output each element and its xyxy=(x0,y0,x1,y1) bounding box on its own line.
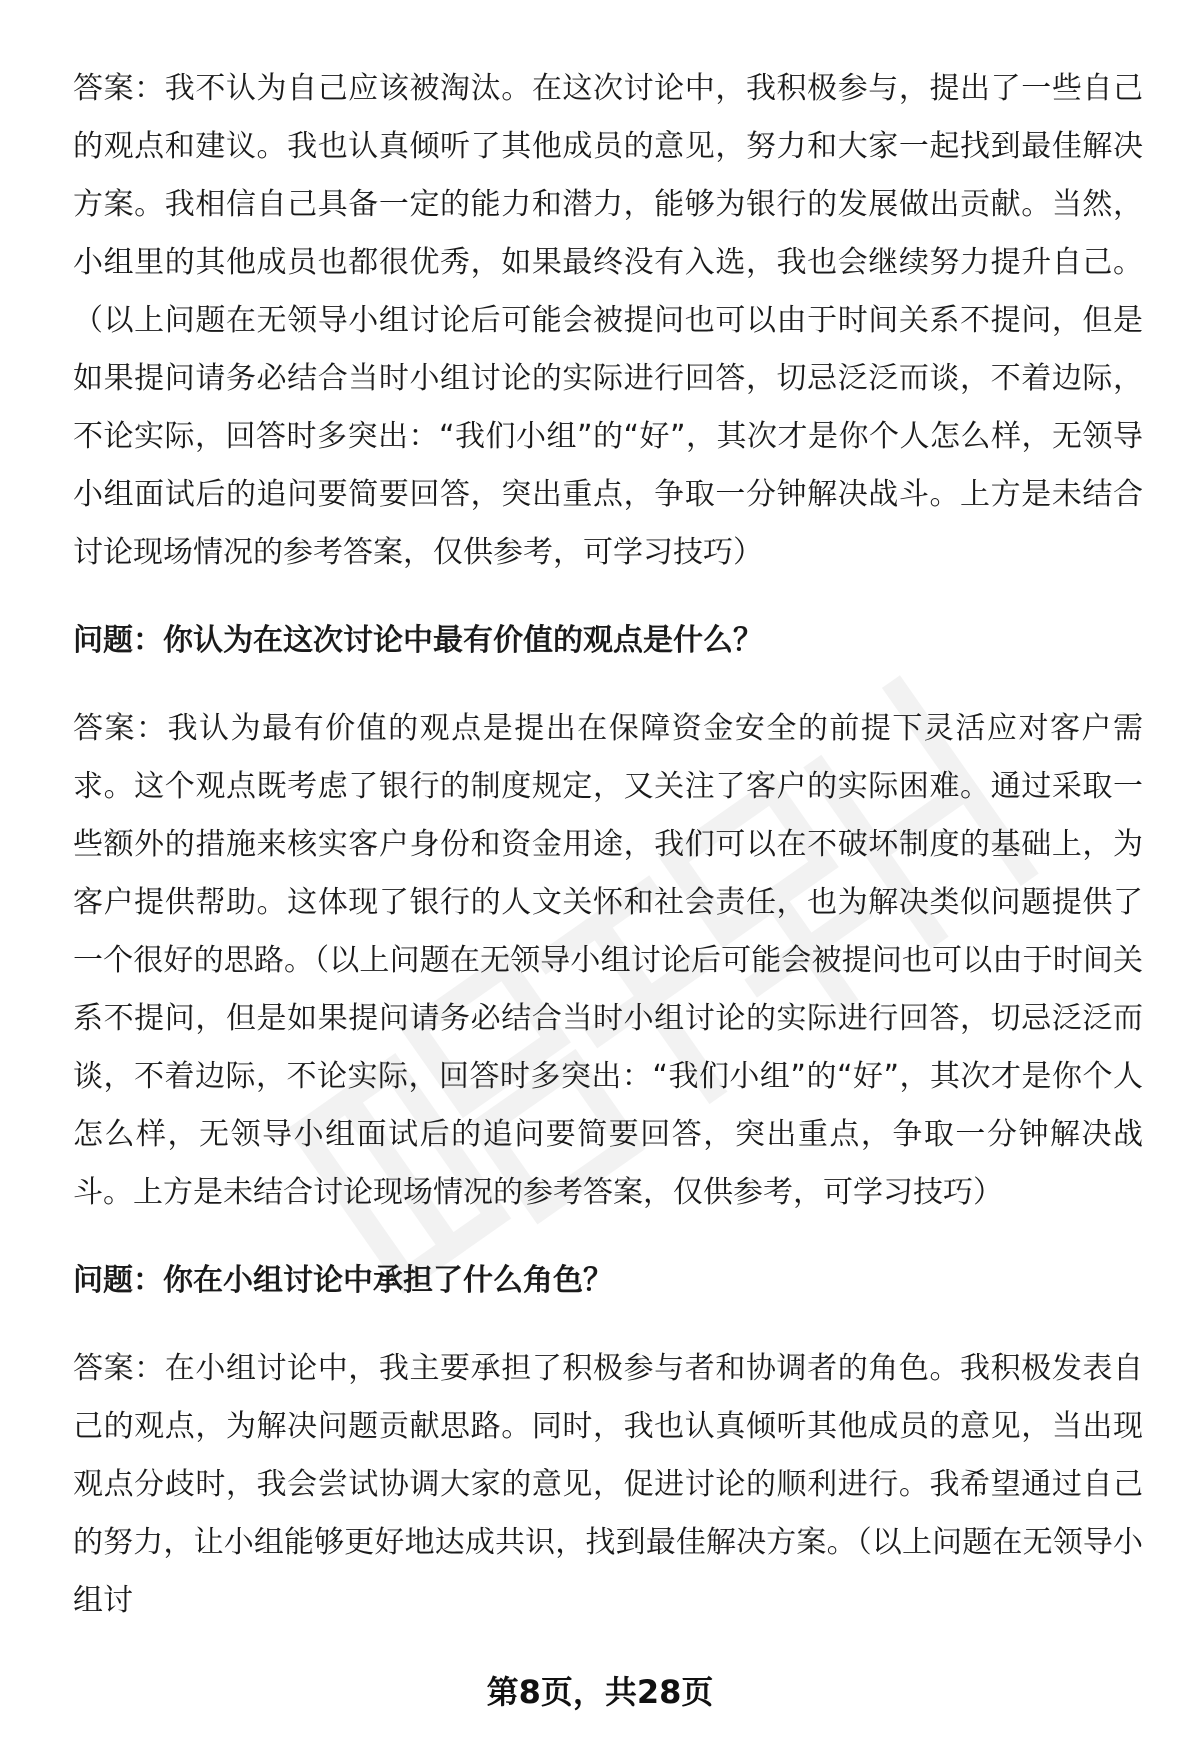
answer-paragraph-3: 答案：在小组讨论中，我主要承担了积极参与者和协调者的角色。我积极发表自己的观点，为解决问题贡献思路。同时，我也认真倾听其他成员的意见，当出现观点分歧时，我会尝试协调大家的意见，促进讨论的顺利进行。我希望通过自己的努力，让小组能够更好地达成共识，找到最佳解决方案。（以上问题在无领导小组讨 xyxy=(73,1351,1143,1618)
document-body xyxy=(73,60,1143,1630)
question-heading-2: 问题：你在小组讨论中承担了什么角色？ xyxy=(73,1263,613,1298)
answer-paragraph-2: 答案：我认为最有价值的观点是提出在保障资金安全的前提下灵活应对客户需求。这个观点既考虑了银行的制度规定，又关注了客户的实际困难。通过采取一些额外的措施来核实客户身份和资金用途，我们可以在不破坏制度的基础上，为客户提供帮助。这体现了银行的人文关怀和社会责任，也为解决类似问题提供了一个很好的思路。（以上问题在无领导小组讨论后可能会被提问也可以由于时间关系不提问，但是如果提问请务必结合当时小组讨论的实际进行回答，切忌泛泛而谈，不着边际，不论实际，回答时多突出：“我们小组”的“好”，其次才是你个人怎么样，无领导小组面试后的追问要简要回答，突出重点，争取一分钟解决战斗。上方是未结合讨论现场情况的参考答案，仅供参考，可学习技巧） xyxy=(73,711,1143,1210)
answer-paragraph-1: 答案：我不认为自己应该被淘汰。在这次讨论中，我积极参与，提出了一些自己的观点和建议。我也认真倾听了其他成员的意见，努力和大家一起找到最佳解决方案。我相信自己具备一定的能力和潜力，能够为银行的发展做出贡献。当然，小组里的其他成员也都很优秀，如果最终没有入选，我也会继续努力提升自己。（以上问题在无领导小组讨论后可能会被提问也可以由于时间关系不提问，但是如果提问请务必结合当时小组讨论的实际进行回答，切忌泛泛而谈，不着边际，不论实际，回答时多突出：“我们小组”的“好”，其次才是你个人怎么样，无领导小组面试后的追问要简要回答，突出重点，争取一分钟解决战斗。上方是未结合讨论现场情况的参考答案，仅供参考，可学习技巧） xyxy=(73,71,1143,570)
page-number-footer: 第8页，共28页 xyxy=(486,1673,714,1711)
question-heading-1: 问题：你认为在这次讨论中最有价值的观点是什么？ xyxy=(73,623,763,658)
